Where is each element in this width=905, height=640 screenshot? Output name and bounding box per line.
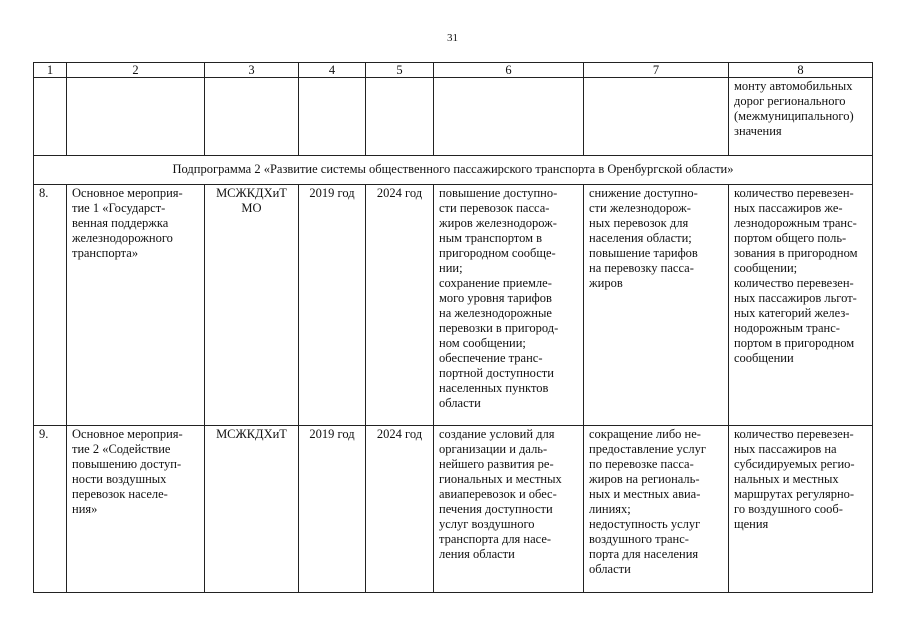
table-cell [434, 78, 584, 156]
table-cell [205, 78, 299, 156]
column-header: 2 [67, 63, 205, 78]
program-table [33, 62, 873, 593]
non-implementation-consequences: сокращение либо не- предоставление услуг по перевозке пасса- жиров на региональ- ных и местных авиа- линиях; недоступность услуг воздушного транс- порта для населения области [584, 426, 729, 593]
column-header: 5 [366, 63, 434, 78]
expected-result: создание условий для организации и даль- нейшего развития ре- гиональных и местных авиаперевозок и обес- печения доступности услуг воздушного транспорта для насе- ления области [434, 426, 584, 593]
indicators: количество перевезен- ных пассажиров же- лезнодорожным транс- портом общего поль- зования в пригородном сообщении; количество перевезен- ных пассажиров льгот- ных категорий желез- нодорожным транс- портом в пригородном сообщении [729, 185, 873, 426]
continuation-indicator-text: монту автомобильных дорог регионального (межмуниципального) значения [729, 78, 873, 156]
executor: МСЖКДХиТ МО [205, 185, 299, 426]
table-cell [34, 78, 67, 156]
end-year: 2024 год [366, 426, 434, 593]
subprogram-row [34, 156, 873, 185]
column-header: 1 [34, 63, 67, 78]
row-number: 8. [34, 185, 67, 426]
indicators: количество перевезен- ных пассажиров на субсидируемых регио- нальных и местных маршрутах регулярно- го воздушного сооб- щения [729, 426, 873, 593]
continuation-row [34, 78, 873, 156]
column-header: 4 [299, 63, 366, 78]
non-implementation-consequences: снижение доступно- сти железнодорож- ных перевозок для населения области; повышение тарифов на перевозку пасса- жиров [584, 185, 729, 426]
table-cell [299, 78, 366, 156]
table-cell [366, 78, 434, 156]
subprogram-title: Подпрограмма 2 «Развитие системы общественного пассажирского транспорта в Оренбургской области» [34, 156, 873, 185]
measure-name: Основное мероприя- тие 2 «Содействие повышению доступ- ности воздушных перевозок населе- ния» [67, 426, 205, 593]
table-row [34, 185, 873, 426]
row-number: 9. [34, 426, 67, 593]
start-year: 2019 год [299, 426, 366, 593]
measure-name: Основное мероприя- тие 1 «Государст- венная поддержка железнодорожного транспорта» [67, 185, 205, 426]
end-year: 2024 год [366, 185, 434, 426]
expected-result: повышение доступно- сти перевозок пасса- жиров железнодорож- ным транспортом в пригородном сообще- нии; сохранение приемле- мого уровня тарифов на железнодорожные перевозки в пригород- ном сообщении; обеспечение транс- портной доступности населенных пунктов области [434, 185, 584, 426]
column-header: 7 [584, 63, 729, 78]
start-year: 2019 год [299, 185, 366, 426]
column-header: 6 [434, 63, 584, 78]
table-row [34, 426, 873, 593]
page-number: 31 [447, 32, 458, 44]
table-cell [67, 78, 205, 156]
column-header: 3 [205, 63, 299, 78]
column-number-row [34, 63, 873, 78]
executor: МСЖКДХиТ [205, 426, 299, 593]
column-header: 8 [729, 63, 873, 78]
table-cell [584, 78, 729, 156]
